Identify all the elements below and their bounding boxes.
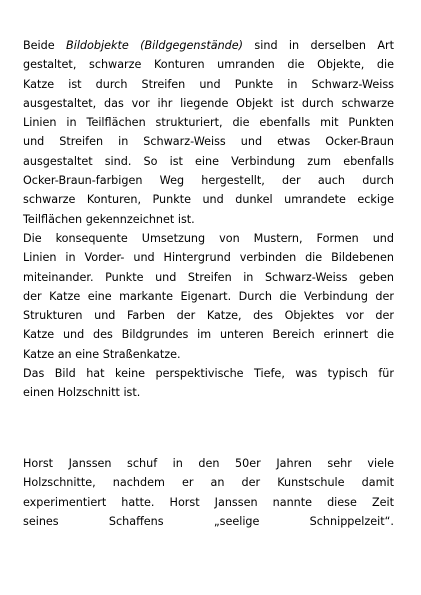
text-line [23, 287, 394, 306]
text-line [23, 229, 394, 248]
text-run: sind in derselben Art [243, 39, 394, 52]
text-line [23, 152, 394, 171]
text-line [23, 383, 394, 402]
text-line [23, 345, 394, 364]
text-run: einen Holzschnitt ist. [23, 386, 141, 400]
text-run: Linien in Vorder- und Hintergrund verbinden die Bildebenen [23, 251, 394, 265]
text-run: Die konsequente Umsetzung von Mustern, Formen und [23, 231, 394, 245]
text-line [23, 248, 394, 267]
text-line [23, 325, 394, 344]
text-line [23, 473, 394, 492]
text-run: Linien in Teilflächen strukturiert, die ebenfalls mit Punkten [23, 116, 394, 130]
text-run: gestaltet, schwarze Konturen umranden die Objekte, die [23, 58, 394, 72]
text-run: ausgestaltet, das vor ihr liegende Objekt ist durch schwarze [23, 96, 394, 110]
text-run: der Katze eine markante Eigenart. Durch die Verbindung der [23, 289, 394, 303]
text-line [23, 171, 394, 190]
text-run: Katze ist durch Streifen und Punkte in Schwarz-Weiss [23, 77, 394, 91]
text-run: Strukturen und Farben der Katze, des Objektes vor der [23, 309, 394, 323]
text-line [23, 75, 394, 94]
text-line [23, 306, 394, 325]
text-run: Beide [23, 39, 67, 52]
text-run: Teilflächen gekennzeichnet ist. [23, 212, 195, 226]
text-line [23, 364, 394, 383]
text-line [23, 132, 394, 151]
text-line [23, 94, 394, 113]
text-run: Holzschnitte, nachdem er an der Kunstschule damit [23, 476, 394, 490]
text-line [23, 55, 394, 74]
text-run: experimentiert hatte. Horst Janssen nannte diese Zeit [23, 495, 394, 509]
text-run: Katze und des Bildgrundes im unteren Bereich erinnert die [23, 328, 394, 342]
paragraph-biography [23, 454, 394, 531]
text-run: Das Bild hat keine perspektivische Tiefe, was typisch für [23, 367, 394, 381]
text-line [23, 190, 394, 209]
text-line [23, 210, 394, 229]
italic-text: Bildobjekte (Bildgegenstände) [66, 39, 244, 52]
text-run: miteinander. Punkte und Streifen in Schwarz-Weiss geben [23, 270, 394, 284]
text-run: schwarze Konturen, Punkte und dunkel umrandete eckige [23, 193, 394, 207]
text-run: ausgestaltet sind. So ist eine Verbindung zum ebenfalls [23, 154, 394, 168]
text-line [23, 512, 394, 531]
text-run: Horst Janssen schuf in den 50er Jahren sehr viele [23, 457, 394, 470]
text-run: und Streifen in Schwarz-Weiss und etwas Ocker-Braun [23, 135, 394, 149]
text-run: Katze an eine Straßenkatze. [23, 347, 181, 361]
text-line [23, 113, 394, 132]
text-line [23, 268, 394, 287]
text-line [23, 493, 394, 512]
text-line [23, 454, 394, 473]
text-line [23, 36, 394, 55]
text-run: Ocker-Braun-farbigen Weg hergestellt, der auch durch [23, 174, 394, 188]
text-run: seines Schaffens „seelige Schnippelzeit“. [23, 514, 394, 528]
paragraph-description [23, 36, 394, 403]
